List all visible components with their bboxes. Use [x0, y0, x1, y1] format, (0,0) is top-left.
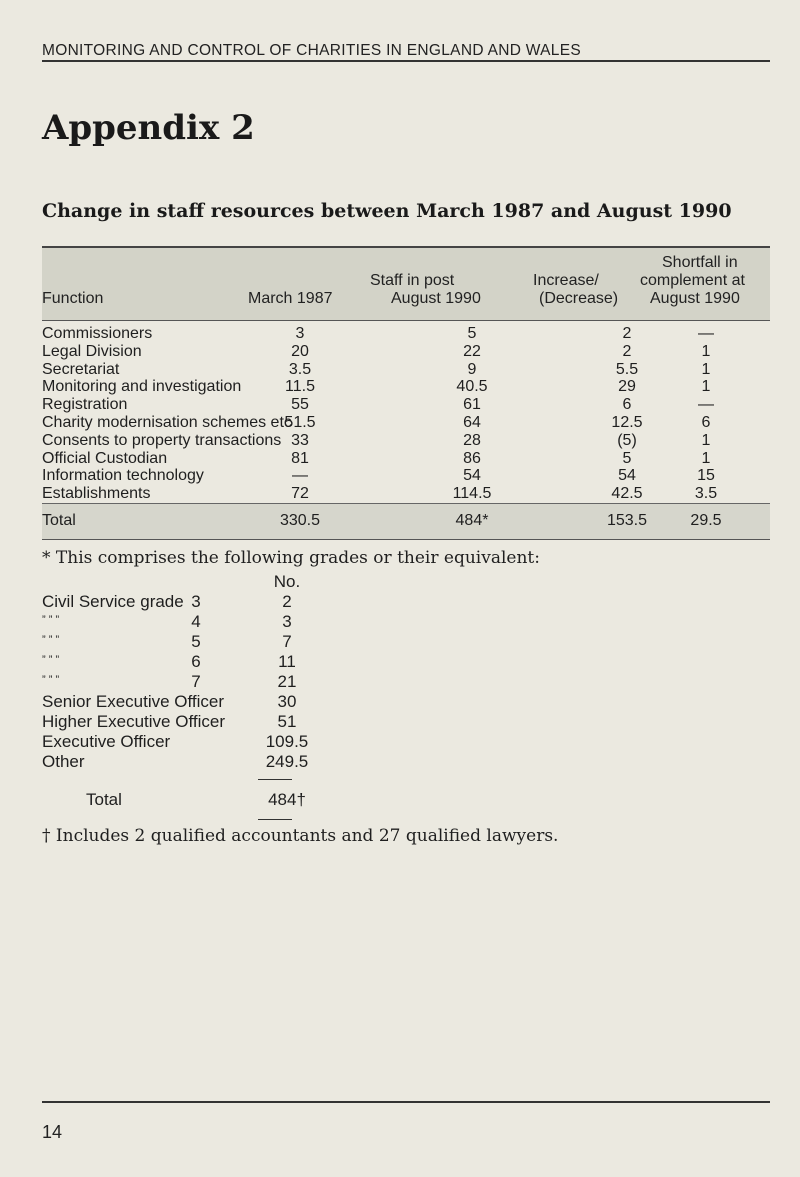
grade-label: Senior Executive Officer	[42, 692, 225, 711]
cell-shortfall: 15	[697, 467, 715, 485]
row-function: Establishments	[42, 485, 151, 503]
cell-march-1987: 11.5	[285, 378, 315, 396]
cell-shortfall: 1	[701, 378, 711, 396]
cell-august-1990: 61	[463, 396, 481, 414]
grade-number: 5	[191, 632, 201, 651]
footer-rule	[42, 1101, 770, 1103]
cell-march-1987: 33	[291, 431, 309, 449]
header-rule	[42, 60, 770, 62]
header-staff-in-post: Staff in post	[370, 272, 455, 289]
grade-number: 3	[191, 592, 201, 611]
grade-count: 21	[277, 672, 297, 691]
cell-august-1990: 114.5	[452, 485, 492, 503]
cell-august-1990: 5	[467, 325, 477, 342]
grades-total-row	[42, 790, 342, 810]
grades-no-header: No.	[273, 572, 301, 591]
grade-number: 4	[191, 612, 201, 631]
grade-row	[42, 632, 342, 652]
cell-march-1987: 20	[291, 342, 309, 360]
total-august-1990: 484*	[455, 512, 489, 529]
cell-shortfall: 1	[701, 431, 711, 449]
header-shortfall: Shortfall in	[662, 254, 738, 271]
grade-row	[42, 752, 342, 772]
grades-header	[42, 572, 342, 592]
cell-august-1990: 22	[463, 342, 481, 360]
page-number: 14	[42, 1122, 63, 1142]
grade-row	[42, 672, 342, 692]
cell-march-1987: 55	[291, 396, 309, 414]
total-change: 153.5	[606, 512, 648, 529]
total-row	[42, 511, 770, 531]
cell-change: 2	[622, 342, 632, 360]
cell-change: 12.5	[611, 414, 643, 431]
cell-shortfall: —	[698, 325, 714, 342]
header-shortfall-date: August 1990	[650, 290, 740, 307]
ditto-marks: ” ” ”	[42, 654, 60, 666]
cell-shortfall: 1	[701, 360, 711, 378]
cell-august-1990: 40.5	[456, 378, 488, 396]
cell-shortfall: 6	[701, 414, 711, 431]
grades-total-rule-bottom	[258, 819, 292, 820]
total-shortfall: 29.5	[690, 512, 722, 529]
cell-august-1990: 64	[463, 414, 481, 431]
grade-number: 6	[191, 652, 201, 671]
cell-august-1990: 28	[463, 431, 481, 449]
grade-row	[42, 712, 342, 732]
header-august-1990: August 1990	[391, 290, 481, 307]
cell-march-1987: 51.5	[284, 414, 316, 431]
grade-count: 11	[278, 652, 296, 671]
grade-row	[42, 592, 342, 612]
table-subtitle: Change in staff resources between March 1987 and August 1990	[42, 200, 732, 222]
grades-total-value: 484†	[268, 790, 306, 809]
cell-change: 54	[618, 467, 636, 485]
row-function: Commissioners	[42, 325, 153, 342]
row-function: Information technology	[42, 467, 204, 485]
grade-row	[42, 652, 342, 672]
grade-count: 109.5	[265, 732, 309, 751]
grade-count: 3	[282, 612, 292, 631]
cell-march-1987: —	[292, 467, 308, 485]
cell-change: 5	[622, 449, 632, 467]
cell-march-1987: 72	[291, 485, 309, 503]
grade-count: 51	[277, 712, 297, 731]
cell-change: 42.5	[611, 485, 643, 503]
grade-count: 30	[277, 692, 297, 711]
ditto-marks: ” ” ”	[42, 674, 60, 686]
row-function: Registration	[42, 396, 128, 414]
grade-row	[42, 732, 342, 752]
row-function: Official Custodian	[42, 449, 168, 467]
header-increase: Increase/	[533, 272, 599, 289]
grade-count: 2	[282, 592, 292, 611]
header-function: Function	[42, 290, 104, 307]
running-head: MONITORING AND CONTROL OF CHARITIES IN ENGLAND AND WALES	[42, 42, 581, 59]
row-function: Consents to property transactions	[42, 431, 282, 449]
ditto-marks: ” ” ”	[42, 634, 60, 646]
grade-row	[42, 692, 342, 712]
cell-shortfall: 3.5	[694, 485, 718, 503]
cell-march-1987: 3.5	[288, 360, 312, 378]
table-row	[42, 484, 770, 504]
grades-total-label: Total	[86, 790, 122, 809]
header-march-1987: March 1987	[248, 290, 333, 307]
grade-label: Higher Executive Officer	[42, 712, 225, 731]
total-label: Total	[42, 512, 76, 529]
grade-label: Civil Service grade	[42, 592, 184, 611]
grade-label: Executive Officer	[42, 732, 171, 751]
cell-shortfall: 1	[701, 342, 711, 360]
grade-count: 249.5	[265, 752, 309, 771]
grades-total-rule-top	[258, 779, 292, 780]
footnote-star: * This comprises the following grades or their equivalent:	[42, 548, 540, 568]
cell-change: 2	[622, 325, 632, 342]
ditto-marks: ” ” ”	[42, 614, 60, 626]
cell-change: 6	[622, 396, 632, 414]
grade-count: 7	[282, 632, 292, 651]
row-function: Charity modernisation schemes etc	[42, 414, 292, 431]
cell-march-1987: 3	[295, 325, 305, 342]
total-march-1987: 330.5	[279, 512, 321, 529]
grade-label: Other	[42, 752, 85, 771]
cell-august-1990: 9	[467, 360, 477, 378]
footnote-dagger: † Includes 2 qualified accountants and 27 qualified lawyers.	[42, 826, 559, 846]
grade-row	[42, 612, 342, 632]
cell-change: (5)	[617, 431, 637, 449]
cell-march-1987: 81	[291, 449, 309, 467]
grade-number: 7	[191, 672, 201, 691]
appendix-title: Appendix 2	[42, 108, 255, 148]
cell-shortfall: —	[698, 396, 714, 414]
cell-august-1990: 86	[463, 449, 481, 467]
header-complement: complement at	[640, 272, 745, 289]
cell-shortfall: 1	[701, 449, 711, 467]
row-function: Monitoring and investigation	[42, 378, 242, 396]
header-decrease: (Decrease)	[539, 290, 619, 307]
row-function: Legal Division	[42, 342, 142, 360]
row-function: Secretariat	[42, 360, 120, 378]
cell-change: 5.5	[615, 360, 639, 378]
cell-august-1990: 54	[463, 467, 481, 485]
cell-change: 29	[618, 378, 636, 396]
